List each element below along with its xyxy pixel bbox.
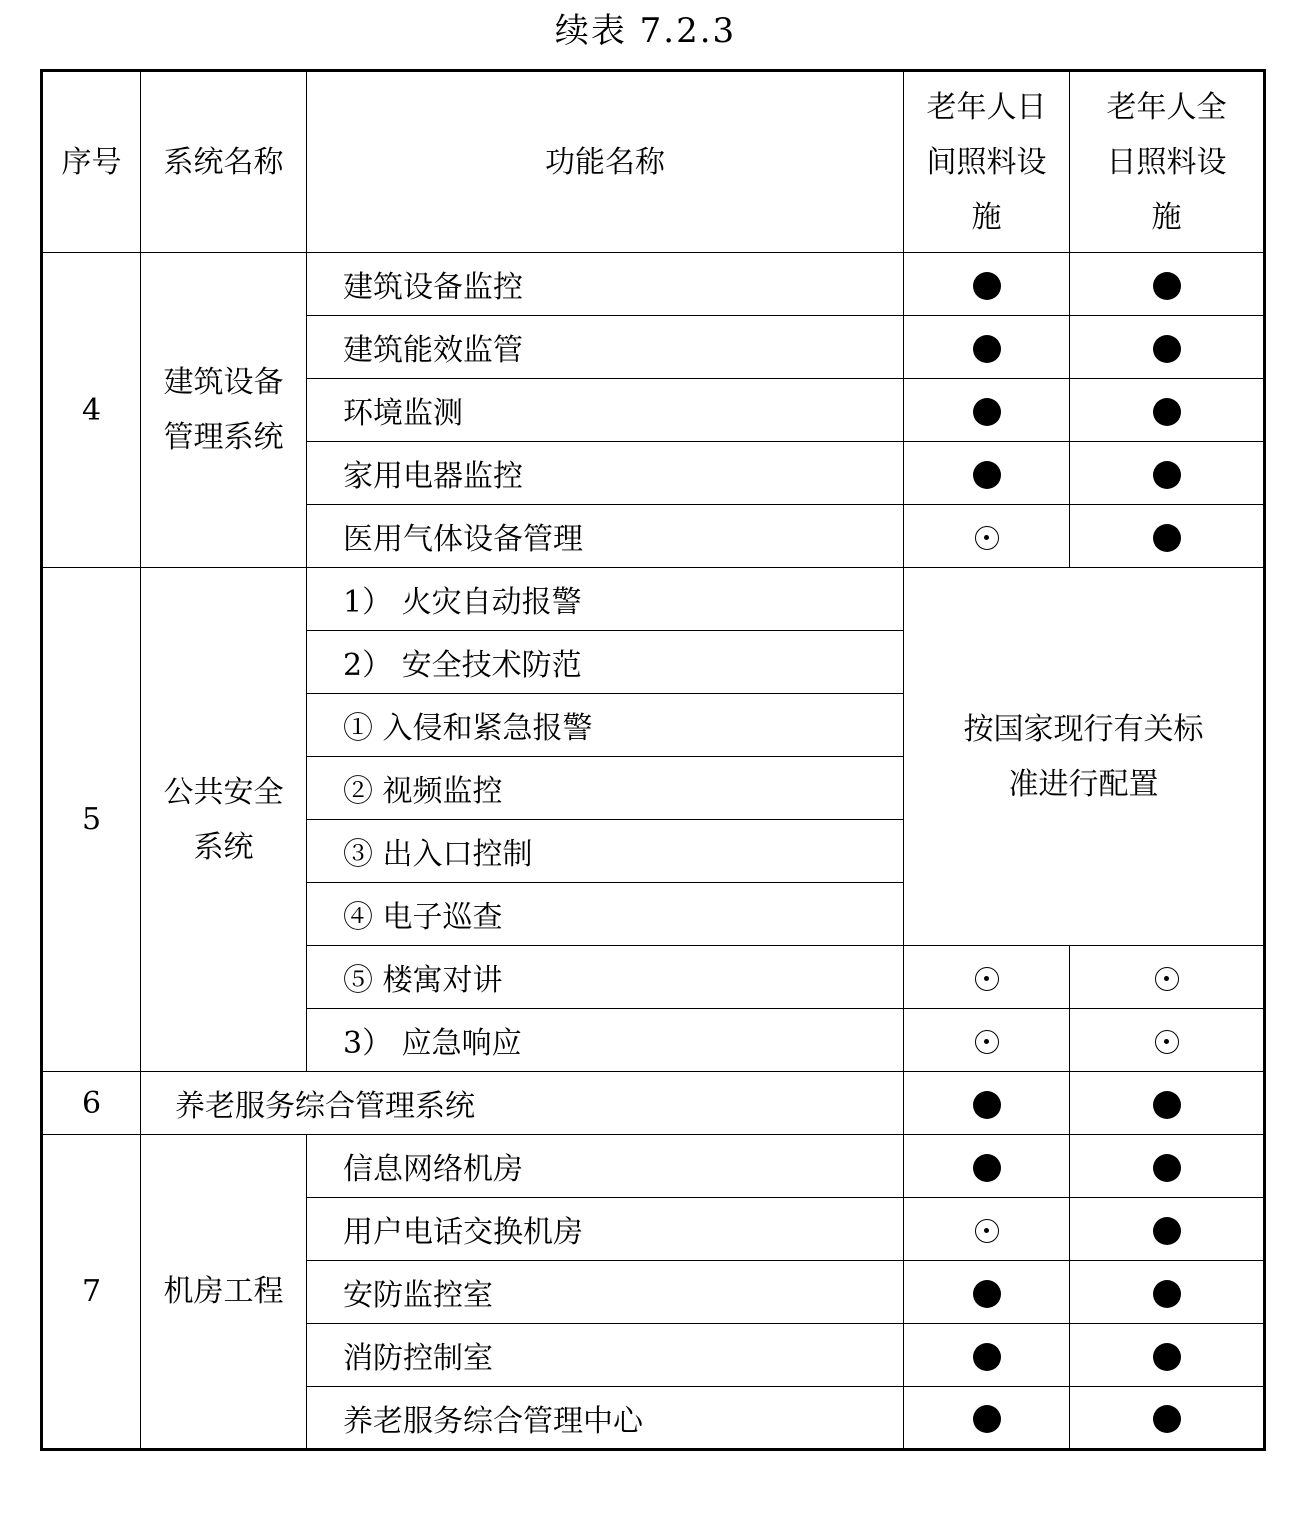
function-name: 1） 火灾自动报警 bbox=[307, 568, 904, 631]
full-care-mark bbox=[1070, 1324, 1265, 1387]
system-name: 公共安全系统 bbox=[141, 568, 307, 1072]
filled-dot-icon bbox=[973, 1280, 1001, 1308]
full-care-mark bbox=[1070, 1198, 1265, 1261]
function-name: 养老服务综合管理中心 bbox=[307, 1387, 904, 1450]
filled-dot-icon bbox=[1153, 1280, 1181, 1308]
header-system: 系统名称 bbox=[141, 71, 307, 253]
header-full-care: 老年人全日照料设施 bbox=[1070, 71, 1265, 253]
function-name: 环境监测 bbox=[307, 379, 904, 442]
function-name: 家用电器监控 bbox=[307, 442, 904, 505]
full-care-mark bbox=[1070, 442, 1265, 505]
function-name: 建筑设备监控 bbox=[307, 253, 904, 316]
full-care-mark bbox=[1070, 946, 1265, 1009]
day-care-mark bbox=[904, 379, 1070, 442]
day-care-mark bbox=[904, 442, 1070, 505]
standard-config-note: 按国家现行有关标准进行配置 bbox=[904, 568, 1265, 946]
day-care-mark bbox=[904, 1198, 1070, 1261]
configuration-table bbox=[40, 69, 1266, 1451]
circled-dot-icon bbox=[975, 1030, 999, 1054]
function-name: ① 入侵和紧急报警 bbox=[307, 694, 904, 757]
full-care-mark bbox=[1070, 1387, 1265, 1450]
day-care-mark bbox=[904, 253, 1070, 316]
day-care-mark bbox=[904, 1261, 1070, 1324]
filled-dot-icon bbox=[973, 1343, 1001, 1371]
filled-dot-icon bbox=[1153, 398, 1181, 426]
row-number: 7 bbox=[42, 1135, 141, 1450]
circled-dot-icon bbox=[975, 526, 999, 550]
filled-dot-icon bbox=[1153, 1154, 1181, 1182]
filled-dot-icon bbox=[1153, 1217, 1181, 1245]
full-care-mark bbox=[1070, 379, 1265, 442]
day-care-mark bbox=[904, 1387, 1070, 1450]
function-name: 2） 安全技术防范 bbox=[307, 631, 904, 694]
full-care-mark bbox=[1070, 1261, 1265, 1324]
filled-dot-icon bbox=[1153, 272, 1181, 300]
filled-dot-icon bbox=[1153, 1343, 1181, 1371]
circled-dot-icon bbox=[975, 1219, 999, 1243]
table-caption: 续表 7.2.3 bbox=[554, 11, 737, 51]
full-care-mark bbox=[1070, 316, 1265, 379]
function-name: 医用气体设备管理 bbox=[307, 505, 904, 568]
system-name: 机房工程 bbox=[141, 1135, 307, 1450]
header-day-care: 老年人日间照料设施 bbox=[904, 71, 1070, 253]
filled-dot-icon bbox=[973, 1405, 1001, 1433]
day-care-mark bbox=[904, 1009, 1070, 1072]
day-care-mark bbox=[904, 1324, 1070, 1387]
function-name: ③ 出入口控制 bbox=[307, 820, 904, 883]
full-care-mark bbox=[1070, 1009, 1265, 1072]
circled-dot-icon bbox=[1155, 1030, 1179, 1054]
filled-dot-icon bbox=[973, 1091, 1001, 1119]
filled-dot-icon bbox=[1153, 335, 1181, 363]
function-name: 信息网络机房 bbox=[307, 1135, 904, 1198]
filled-dot-icon bbox=[973, 1154, 1001, 1182]
filled-dot-icon bbox=[1153, 524, 1181, 552]
function-name: 消防控制室 bbox=[307, 1324, 904, 1387]
function-name: 3） 应急响应 bbox=[307, 1009, 904, 1072]
filled-dot-icon bbox=[973, 272, 1001, 300]
row-number: 5 bbox=[42, 568, 141, 1072]
header-row bbox=[42, 71, 1265, 253]
full-care-mark bbox=[1070, 505, 1265, 568]
table-row bbox=[42, 568, 1265, 631]
function-name: ④ 电子巡查 bbox=[307, 883, 904, 946]
table-row bbox=[42, 1135, 1265, 1198]
function-name: ⑤ 楼寓对讲 bbox=[307, 946, 904, 1009]
header-no: 序号 bbox=[42, 71, 141, 253]
filled-dot-icon bbox=[973, 398, 1001, 426]
function-name: 安防监控室 bbox=[307, 1261, 904, 1324]
day-care-mark bbox=[904, 1135, 1070, 1198]
circled-dot-icon bbox=[1155, 967, 1179, 991]
day-care-mark bbox=[904, 946, 1070, 1009]
row-number: 4 bbox=[42, 253, 141, 568]
filled-dot-icon bbox=[973, 335, 1001, 363]
day-care-mark bbox=[904, 316, 1070, 379]
day-care-mark bbox=[904, 505, 1070, 568]
function-name: ② 视频监控 bbox=[307, 757, 904, 820]
day-care-mark bbox=[904, 1072, 1070, 1135]
function-name: 用户电话交换机房 bbox=[307, 1198, 904, 1261]
table-row bbox=[42, 253, 1265, 316]
system-name: 建筑设备管理系统 bbox=[141, 253, 307, 568]
filled-dot-icon bbox=[1153, 461, 1181, 489]
header-function: 功能名称 bbox=[307, 71, 904, 253]
circled-dot-icon bbox=[975, 967, 999, 991]
full-care-mark bbox=[1070, 1072, 1265, 1135]
filled-dot-icon bbox=[1153, 1405, 1181, 1433]
table-row bbox=[42, 1072, 1265, 1135]
filled-dot-icon bbox=[973, 461, 1001, 489]
row-number: 6 bbox=[42, 1072, 141, 1135]
system-name: 养老服务综合管理系统 bbox=[141, 1072, 904, 1135]
function-name: 建筑能效监管 bbox=[307, 316, 904, 379]
full-care-mark bbox=[1070, 253, 1265, 316]
filled-dot-icon bbox=[1153, 1091, 1181, 1119]
full-care-mark bbox=[1070, 1135, 1265, 1198]
